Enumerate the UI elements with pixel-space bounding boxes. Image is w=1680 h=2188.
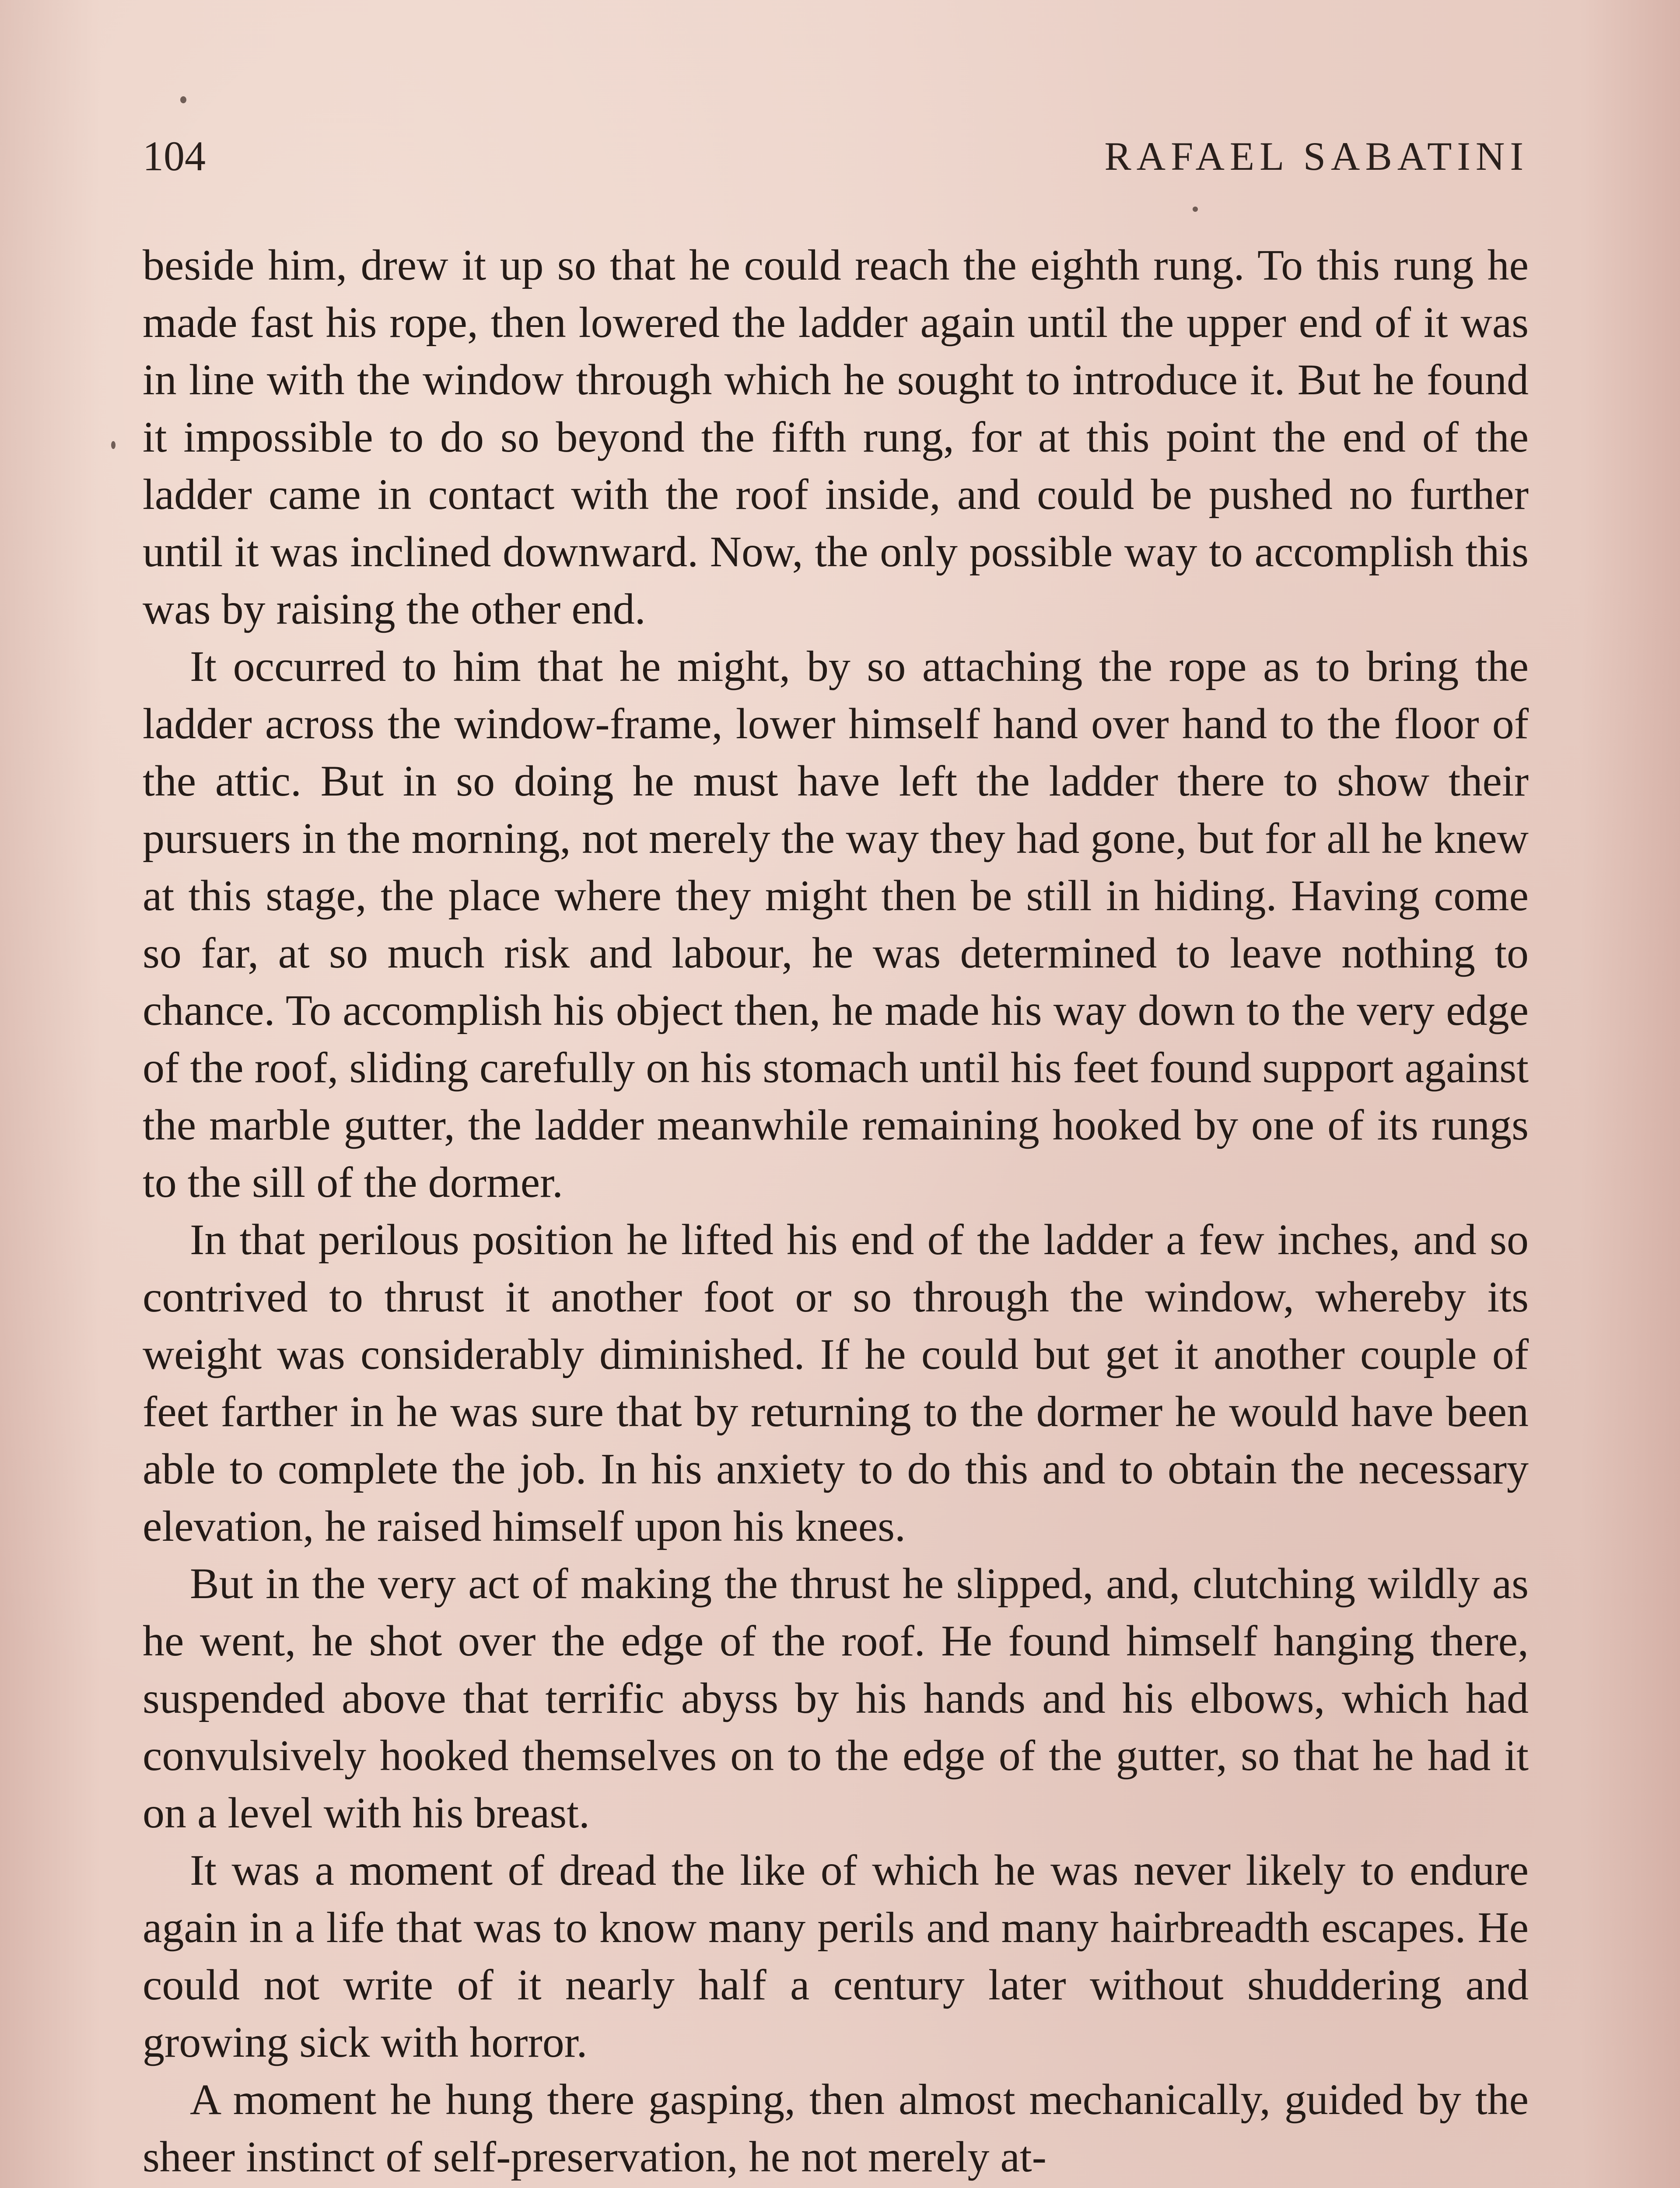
paper-speck xyxy=(180,96,186,103)
page-number: 104 xyxy=(143,133,206,179)
paragraph-5: It was a moment of dread the like of which he was never likely to endure again in a life that was to know many perils and many hairbreadth escapes. He could not write of it nearly half a century later without shuddering and growing sick with horror. xyxy=(143,1846,1529,2066)
paragraph-1: beside him, drew it up so that he could reach the eighth rung. To this rung he made fast his rope, then lowered the ladder again until the upper end of it was in line with the window through which he sought to introduce it. But he found it impossible to do so beyond the fifth rung, for at this point the end of the ladder came in contact with the roof inside, and could be pushed no further until it was inclined downward. Now, the only possible way to accomplish this was by raising the other end. xyxy=(143,241,1529,633)
running-head xyxy=(143,123,1529,189)
body-text xyxy=(143,236,1529,2185)
paragraph-6: A moment he hung there gasping, then almost mechanically, guided by the sheer instinct of self-preservation, he not merely at- xyxy=(143,2075,1529,2181)
paper-speck xyxy=(111,441,116,449)
running-title: RAFAEL SABATINI xyxy=(1104,134,1529,179)
paper-speck xyxy=(1193,207,1198,212)
paragraph-4: But in the very act of making the thrust he slipped, and, clutching wildly as he went, he shot over the edge of the roof. He found himself hanging there, suspended above that terrific abyss by his hands and his elbows, which had convulsively hooked themselves on to the edge of the gutter, so that he had it on a level with his breast. xyxy=(143,1559,1529,1837)
paragraph-2: It occurred to him that he might, by so attaching the rope as to bring the ladder across the window-frame, lower himself hand over hand to the floor of the attic. But in so doing he must have left the ladder there to show their pursuers in the morning, not merely the way they had gone, but for all he knew at this stage, the place where they might then be still in hiding. Having come so far, at so much risk and labour, he was determined to leave nothing to chance. To accomplish his object then, he made his way down to the very edge of the roof, sliding carefully on his stomach until his feet found support against the marble gutter, the ladder meanwhile remaining hooked by one of its rungs to the sill of the dormer. xyxy=(143,642,1529,1206)
paragraph-3: In that perilous position he lifted his end of the ladder a few inches, and so contrived to thrust it another foot or so through the window, whereby its weight was considerably diminished. If he could but get it another couple of feet farther in he was sure that by returning to the dormer he would have been able to complete the job. In his anxiety to do this and to obtain the necessary elevation, he raised himself upon his knees. xyxy=(143,1215,1529,1550)
